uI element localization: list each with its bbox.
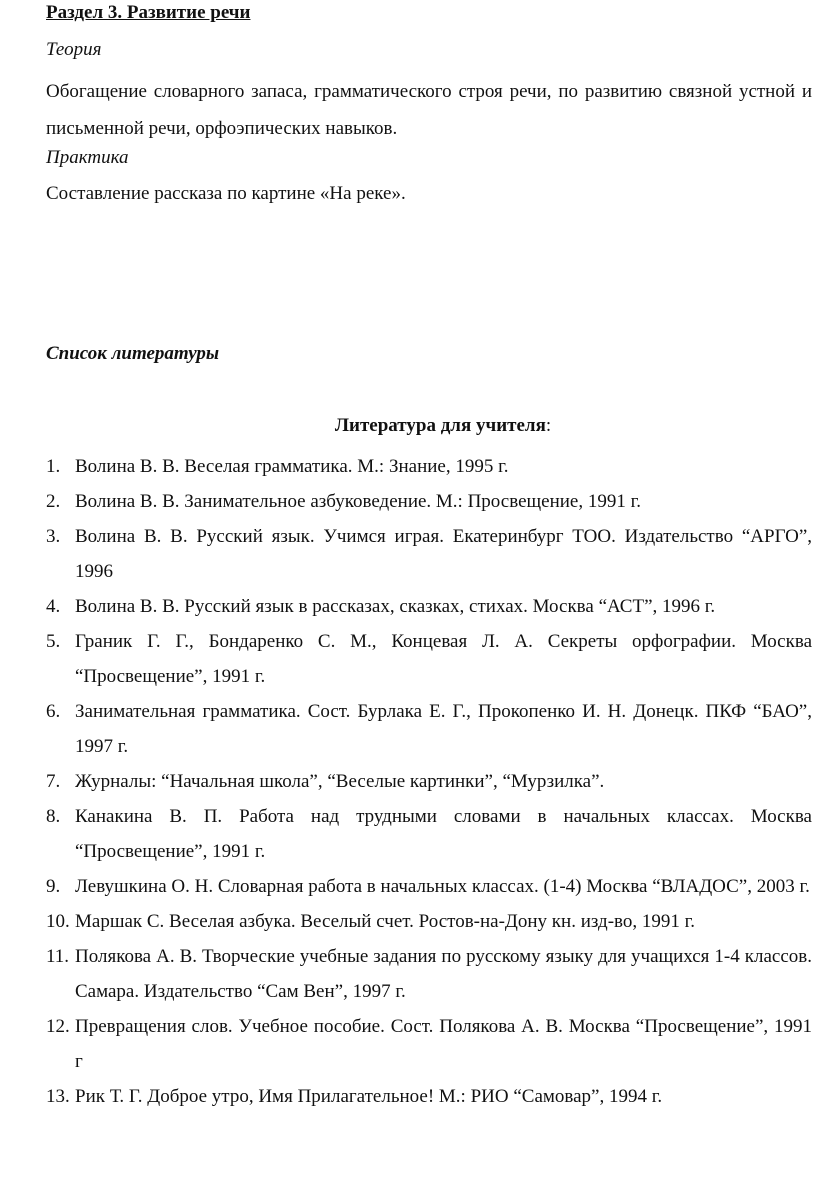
list-item-number: 7.: [46, 771, 61, 792]
section-title: Раздел 3. Развитие речи: [46, 2, 251, 23]
list-item-number: 1.: [46, 456, 61, 477]
list-item: [0, 904, 816, 939]
list-item-text: Левушкина О. Н. Словарная работа в начальных классах. (1-4) Москва “ВЛАДОС”, 2003 г.: [75, 876, 810, 897]
list-item-number: 12.: [46, 1016, 70, 1037]
list-item-text: Канакина В. П. Работа над трудными словами в начальных классах. Москва “Просвещение”, 1991 г.: [75, 806, 812, 862]
list-item-number: 10.: [46, 911, 70, 932]
list-item-number: 2.: [46, 491, 61, 512]
list-item: [0, 764, 816, 799]
list-item-text: Граник Г. Г., Бондаренко С. М., Концевая Л. А. Секреты орфографии. Москва “Просвещение”, 1991 г.: [75, 631, 812, 687]
reference-list: [0, 449, 816, 1114]
list-item-number: 13.: [46, 1086, 70, 1107]
list-item-text: Волина В. В. Веселая грамматика. М.: Знание, 1995 г.: [75, 456, 509, 477]
list-item: [0, 624, 816, 694]
list-item: [0, 799, 816, 869]
theory-text: Обогащение словарного запаса, грамматического строя речи, по развитию связной устной и письменной речи, орфоэпических навыков.: [46, 81, 812, 139]
list-item-text: Волина В. В. Русский язык. Учимся играя. Екатеринбург ТОО. Издательство “АРГО”, 1996: [75, 526, 812, 582]
list-item-number: 5.: [46, 631, 61, 652]
list-item: [0, 939, 816, 1009]
literature-title: Список литературы: [46, 343, 220, 364]
list-item: [0, 519, 816, 589]
list-item-text: Волина В. В. Занимательное азбуковедение. М.: Просвещение, 1991 г.: [75, 491, 641, 512]
list-item-number: 3.: [46, 526, 61, 547]
list-item-text: Маршак С. Веселая азбука. Веселый счет. Ростов-на-Дону кн. изд-во, 1991 г.: [75, 911, 696, 932]
list-item: [0, 484, 816, 519]
teacher-heading-colon: :: [545, 415, 552, 436]
list-item-text: Журналы: “Начальная школа”, “Веселые картинки”, “Мурзилка”.: [75, 771, 605, 792]
list-item-number: 9.: [46, 876, 61, 897]
list-item: [0, 589, 816, 624]
list-item-text: Превращения слов. Учебное пособие. Сост. Полякова А. В. Москва “Просвещение”, 1991 г: [75, 1016, 812, 1072]
theory-label: Теория: [46, 39, 102, 60]
list-item-number: 8.: [46, 806, 61, 827]
list-item-text: Волина В. В. Русский язык в рассказах, сказках, стихах. Москва “АСТ”, 1996 г.: [75, 596, 716, 617]
list-item: [0, 694, 816, 764]
list-item-number: 4.: [46, 596, 61, 617]
list-item-number: 6.: [46, 701, 61, 722]
list-item-text: Занимательная грамматика. Сост. Бурлака Е. Г., Прокопенко И. Н. Донецк. ПКФ “БАО”, 1997 г.: [75, 701, 812, 757]
teacher-literature-heading: [0, 415, 816, 437]
practice-label: Практика: [46, 147, 129, 168]
list-item-text: Рик Т. Г. Доброе утро, Имя Прилагательное! М.: РИО “Самовар”, 1994 г.: [75, 1086, 663, 1107]
practice-text: Составление рассказа по картине «На реке».: [46, 183, 406, 204]
teacher-heading-text: Литература для учителя: [334, 415, 546, 436]
list-item: [0, 1079, 816, 1114]
list-item-number: 11.: [46, 946, 70, 967]
list-item-text: Полякова А. В. Творческие учебные задания по русскому языку для учащихся 1-4 классов. Самара. Издательство “Сам Вен”, 1997 г.: [75, 946, 812, 1002]
list-item: [0, 449, 816, 484]
list-item: [0, 1009, 816, 1079]
list-item: [0, 869, 816, 904]
